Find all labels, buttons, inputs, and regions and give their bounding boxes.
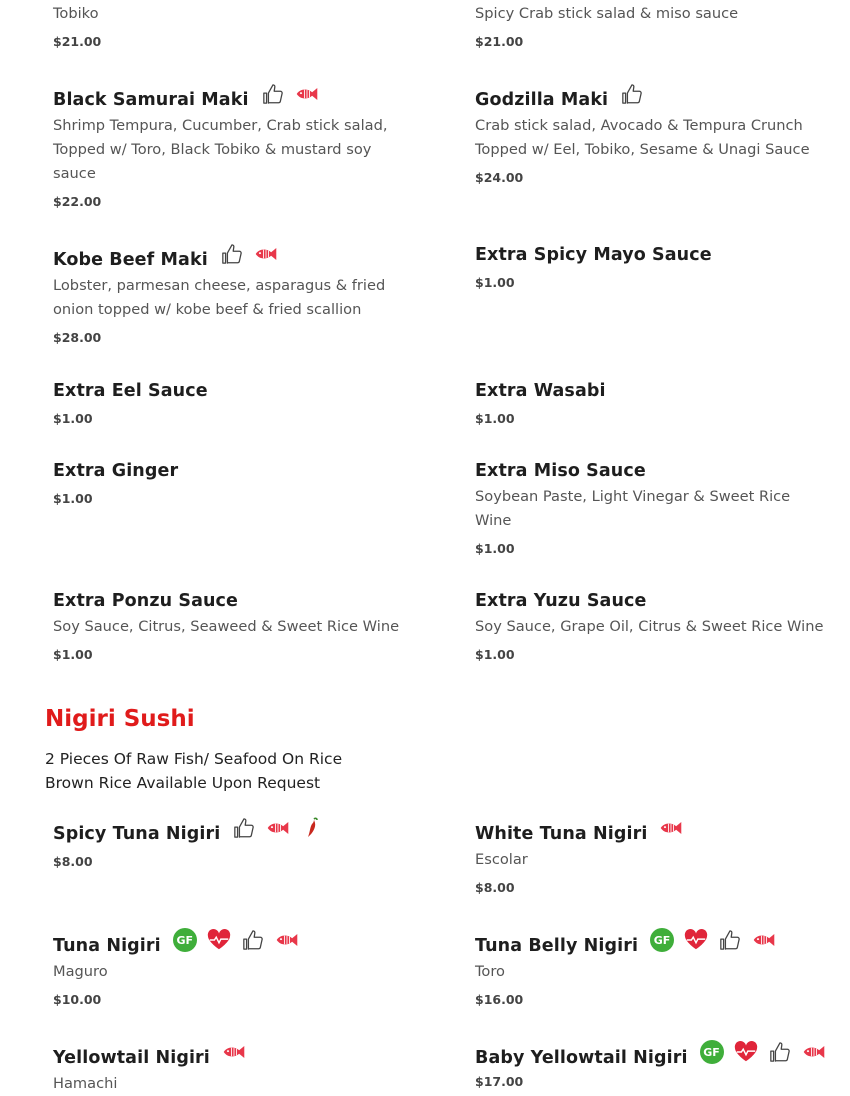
fish-icon	[266, 817, 290, 839]
item-description	[475, 615, 825, 639]
section-description-line: 2 Pieces Of Raw Fish/ Seafood On Rice	[45, 750, 343, 768]
item-price: $24.00	[475, 170, 524, 185]
gf-icon	[173, 929, 197, 951]
item-name-row	[53, 589, 403, 613]
item-description-line: Soybean Paste, Light Vinegar & Sweet Rice	[475, 488, 791, 505]
item-icons	[261, 83, 319, 105]
item-name: Extra Wasabi	[475, 381, 606, 401]
item-name: White Tuna Nigiri	[475, 824, 648, 844]
fish-icon	[295, 83, 319, 105]
item-name-row	[53, 459, 403, 483]
menu-item-top-right	[475, 2, 825, 52]
fish-icon	[222, 1041, 246, 1063]
chili-icon	[300, 817, 324, 839]
menu-item[interactable]	[53, 248, 403, 348]
item-name-row	[53, 1046, 403, 1070]
thumbs-up-icon	[232, 817, 256, 839]
item-description	[475, 485, 825, 533]
item-description-line: Soy Sauce, Grape Oil, Citrus & Sweet Rice Wine	[475, 618, 824, 635]
item-name-row	[475, 1046, 825, 1070]
item-description-line: Topped w/ Eel, Tobiko, Sesame & Unagi Sauce	[475, 141, 810, 158]
item-name: Extra Miso Sauce	[475, 461, 646, 481]
item-price: $21.00	[53, 34, 102, 49]
item-name-row	[53, 248, 403, 272]
item-description-line: Shrimp Tempura, Cucumber, Crab stick salad,	[53, 117, 388, 134]
section-description	[45, 747, 342, 795]
menu-item-top-left	[53, 2, 403, 52]
thumbs-up-icon	[620, 83, 644, 105]
item-price: $1.00	[53, 647, 93, 662]
item-name-row	[53, 934, 403, 958]
heart-icon	[734, 1041, 758, 1063]
item-description-line: Wine	[475, 512, 512, 529]
item-name: Extra Yuzu Sauce	[475, 591, 647, 611]
item-name: Godzilla Maki	[475, 90, 609, 110]
item-name-row	[475, 934, 825, 958]
item-name: Baby Yellowtail Nigiri	[475, 1048, 688, 1068]
menu-item[interactable]	[475, 459, 825, 559]
heart-icon	[684, 929, 708, 951]
item-icons	[620, 83, 644, 105]
item-price: $22.00	[53, 194, 102, 209]
item-icons	[220, 243, 278, 265]
item-name-row	[475, 589, 825, 613]
item-name: Tuna Nigiri	[53, 936, 161, 956]
menu-item[interactable]	[475, 1046, 825, 1092]
item-price: $8.00	[475, 880, 515, 895]
item-price: $1.00	[475, 275, 515, 290]
item-price: $10.00	[53, 992, 102, 1007]
menu-item[interactable]	[53, 459, 403, 509]
item-name-row	[475, 88, 825, 112]
fish-icon	[659, 817, 683, 839]
item-name: Extra Ponzu Sauce	[53, 591, 238, 611]
item-name-row	[53, 379, 403, 403]
item-name-row	[475, 459, 825, 483]
item-icons	[173, 929, 299, 951]
item-price: $28.00	[53, 330, 102, 345]
item-description	[475, 114, 825, 162]
section-description-line: Brown Rice Available Upon Request	[45, 774, 321, 792]
item-name: Spicy Tuna Nigiri	[53, 824, 221, 844]
item-icons	[700, 1041, 826, 1063]
item-name: Yellowtail Nigiri	[53, 1048, 210, 1068]
item-price: $1.00	[53, 491, 93, 506]
item-description	[53, 615, 403, 639]
item-description	[475, 848, 825, 872]
menu-item[interactable]	[53, 822, 403, 872]
item-icons	[232, 817, 324, 839]
menu-item[interactable]	[475, 243, 825, 293]
menu-item[interactable]	[53, 934, 403, 1010]
item-price: $1.00	[475, 541, 515, 556]
gf-label: GF	[173, 928, 197, 952]
item-description-line: Escolar	[475, 851, 528, 868]
thumbs-up-icon	[261, 83, 285, 105]
gf-label: GF	[700, 1040, 724, 1064]
item-price: $1.00	[475, 647, 515, 662]
item-description-line: Hamachi	[53, 1075, 118, 1092]
item-name: Tuna Belly Nigiri	[475, 936, 639, 956]
fish-icon	[802, 1041, 826, 1063]
fish-icon	[254, 243, 278, 265]
item-name-row	[53, 88, 403, 112]
item-name-row	[475, 379, 825, 403]
item-description-line: Crab stick salad, Avocado & Tempura Crunch	[475, 117, 803, 134]
item-description: Tobiko	[53, 5, 99, 22]
heart-icon	[207, 929, 231, 951]
item-description	[53, 1072, 403, 1096]
thumbs-up-icon	[718, 929, 742, 951]
menu-item[interactable]	[53, 379, 403, 429]
thumbs-up-icon	[220, 243, 244, 265]
gf-icon	[700, 1041, 724, 1063]
item-name: Black Samurai Maki	[53, 90, 249, 110]
thumbs-up-icon	[241, 929, 265, 951]
item-description-line: sauce	[53, 165, 96, 182]
item-name-row	[475, 243, 825, 267]
item-name-row	[53, 822, 403, 846]
item-description-line: Maguro	[53, 963, 108, 980]
item-name: Kobe Beef Maki	[53, 250, 208, 270]
item-name: Extra Eel Sauce	[53, 381, 208, 401]
item-icons	[659, 817, 683, 839]
item-description-line: Topped w/ Toro, Black Tobiko & mustard soy	[53, 141, 372, 158]
menu-item[interactable]	[475, 379, 825, 429]
item-price: $21.00	[475, 34, 524, 49]
section-title: Nigiri Sushi	[45, 706, 195, 732]
item-price: $8.00	[53, 854, 93, 869]
item-name: Extra Ginger	[53, 461, 179, 481]
thumbs-up-icon	[768, 1041, 792, 1063]
fish-icon	[752, 929, 776, 951]
menu-item[interactable]	[475, 88, 825, 188]
item-description	[53, 114, 403, 186]
menu-item[interactable]	[53, 88, 403, 212]
menu-item[interactable]	[53, 589, 403, 665]
item-price: $17.00	[475, 1074, 524, 1089]
item-icons	[222, 1041, 246, 1063]
item-description-line: Soy Sauce, Citrus, Seaweed & Sweet Rice Wine	[53, 618, 400, 635]
gf-icon	[650, 929, 674, 951]
item-description	[53, 274, 403, 322]
item-name-row	[475, 822, 825, 846]
fish-icon	[275, 929, 299, 951]
item-name: Extra Spicy Mayo Sauce	[475, 245, 712, 265]
gf-label: GF	[650, 928, 674, 952]
item-icons	[650, 929, 776, 951]
item-description	[53, 960, 403, 984]
item-description-line: Toro	[475, 963, 505, 980]
item-description-line: Lobster, parmesan cheese, asparagus & fried	[53, 277, 386, 294]
menu-item[interactable]	[475, 589, 825, 665]
item-description: Spicy Crab stick salad & miso sauce	[475, 5, 739, 22]
item-description-line: onion topped w/ kobe beef & fried scallion	[53, 301, 362, 318]
menu-item[interactable]	[475, 822, 825, 898]
menu-item[interactable]	[475, 934, 825, 1010]
item-price: $1.00	[475, 411, 515, 426]
menu-item[interactable]	[53, 1046, 403, 1096]
item-price: $16.00	[475, 992, 524, 1007]
item-description	[475, 960, 825, 984]
item-price: $1.00	[53, 411, 93, 426]
